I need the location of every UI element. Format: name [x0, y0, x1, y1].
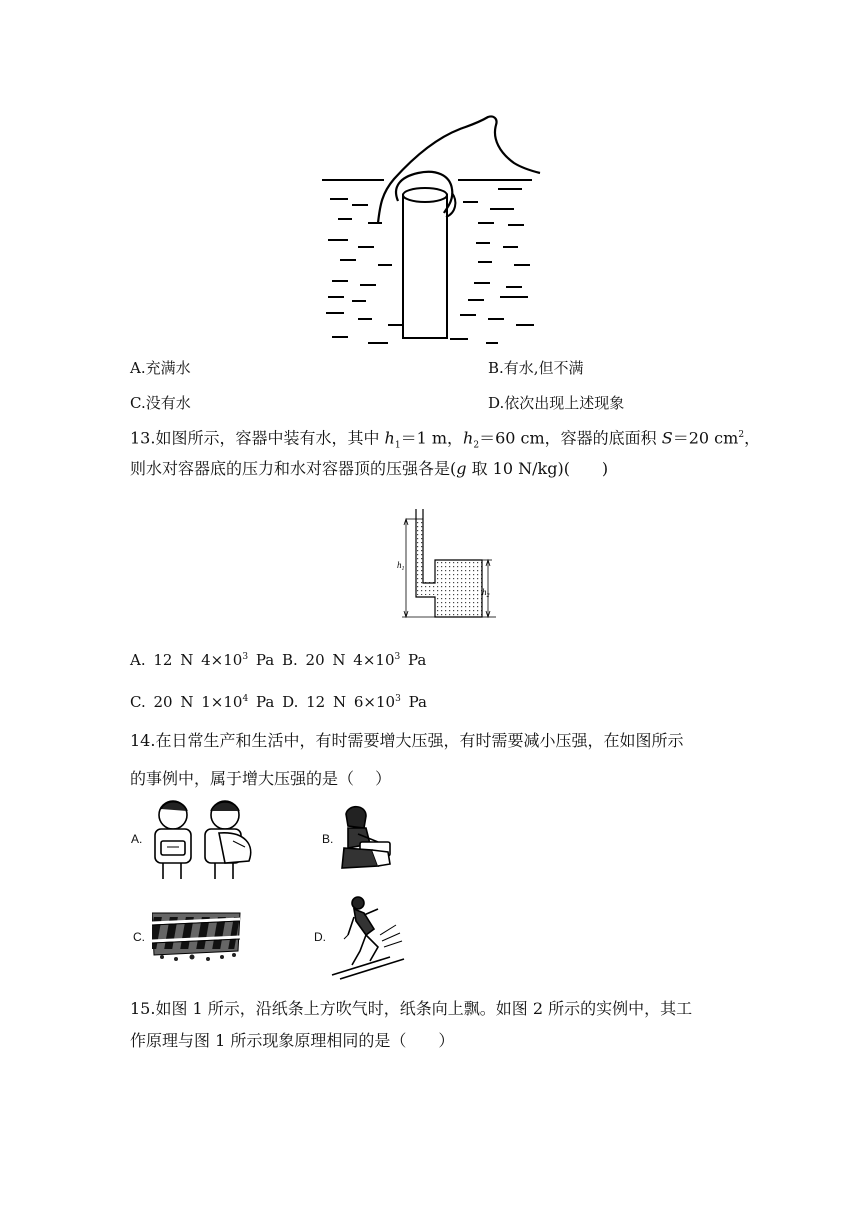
q13-options-row-1: [130, 646, 426, 671]
q13-options-row-2: [130, 688, 427, 713]
q12-option-d: D.依次出现上述现象: [488, 394, 625, 412]
q13-label-h1: $h_1$: [397, 560, 405, 572]
q13-option-a: A. 12 N $4\times 10^3$ Pa: [130, 651, 275, 669]
q13-line-1: 13.如图所示，容器中装有水，其中 $h_1=1$ m，$h_2=60$ cm，容器的底面积 S＝20 $cm^2$，: [130, 428, 761, 451]
q13-label-h2: $h_2$: [482, 587, 490, 599]
q13-option-c: C. 20 N $1\times 10^4$ Pa: [130, 693, 275, 711]
q12-option-a: A.充满水: [130, 359, 191, 377]
q14-line-2: 的事例中，属于增大压强的是（ ）: [130, 769, 392, 788]
q13-line-2: 则水对容器底的压力和水对容器顶的压强各是(g 取 10 N/kg)( ): [130, 459, 609, 478]
q14-label-b: B.: [322, 832, 334, 846]
q13-option-b: B. 20 N $4\times 10^3$ Pa: [281, 651, 427, 669]
q14-label-c: C.: [133, 930, 145, 944]
q12-option-c: C.没有水: [130, 394, 191, 412]
q15-line-2: 作原理与图 1 所示现象原理相同的是（ ）: [130, 1031, 455, 1050]
q14-image-c-railway: [152, 905, 242, 963]
q14-label-a: A.: [131, 832, 143, 846]
q14-image-d-skier: [330, 895, 412, 980]
q13-figure-container: [392, 505, 502, 625]
q13-number: 13.: [130, 428, 156, 448]
q12-option-b: B.有水,但不满: [488, 359, 584, 377]
q15-line-1: 15.如图 1 所示，沿纸条上方吹气时，纸条向上飘。如图 2 所示的实例中，其工: [130, 999, 693, 1018]
q14-image-a-backpacks: [145, 797, 260, 882]
q14-image-b-person: [338, 802, 398, 872]
q13-option-d: D. 12 N $6\times 10^3$ Pa: [282, 693, 427, 711]
q14-label-d: D.: [314, 930, 326, 944]
q14-line-1: 14.在日常生产和生活中，有时需要增大压强，有时需要减小压强，在如图所示: [130, 731, 684, 750]
q12-figure-hand-cylinder: [318, 105, 548, 350]
